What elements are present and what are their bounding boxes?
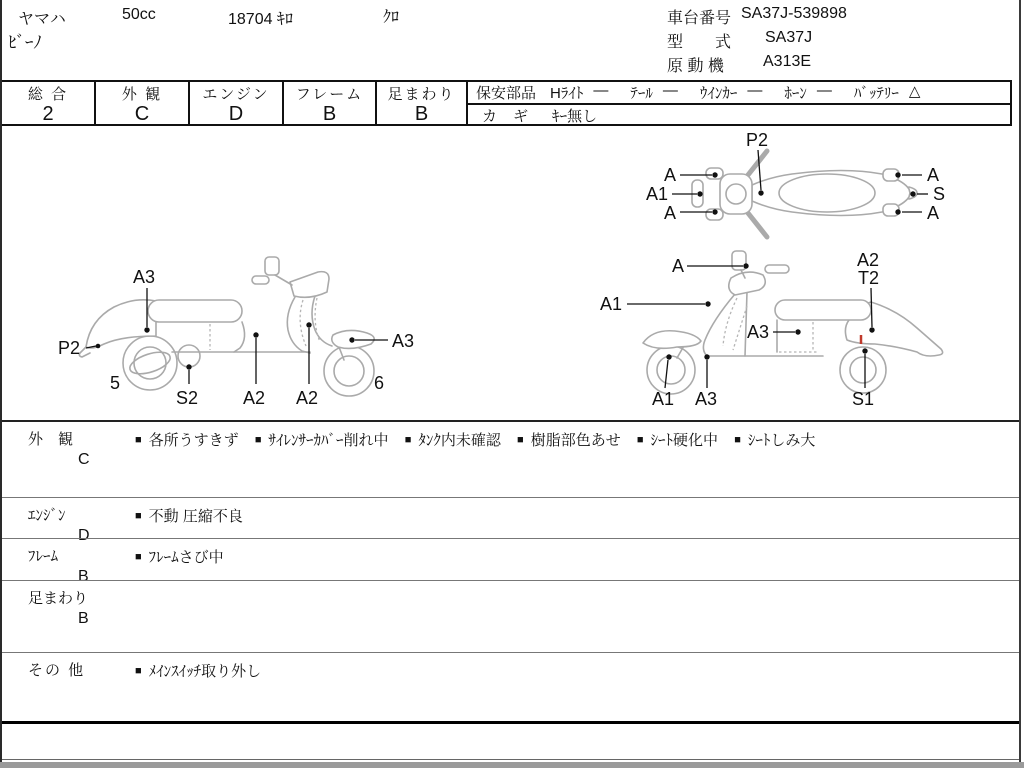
bullet-icon: ■	[135, 551, 142, 563]
model-name: ﾋﾞｰﾉ	[8, 33, 42, 52]
grade-engine-value: D	[228, 103, 244, 125]
key-row	[468, 105, 1010, 126]
top-view-label-a-rear-top: A	[927, 165, 940, 185]
note-undercarriage-label: 足まわり	[28, 590, 89, 607]
bullet-icon: ■	[517, 434, 524, 446]
safety-item-battery	[854, 82, 921, 103]
engine-code-value: A313E	[763, 53, 812, 70]
safety-taillight-label: ﾃｰﾙ	[630, 85, 653, 102]
note-comment: ｼｰﾄ硬化中	[650, 432, 719, 449]
note-engine-label: ｴﾝｼﾞﾝ	[28, 507, 66, 524]
bullet-icon: ■	[135, 434, 142, 446]
safety-parts-title: 保安部品	[476, 85, 537, 102]
key-label: カ ギ	[482, 108, 535, 125]
safety-taillight-status: ―	[662, 82, 678, 99]
model-code-value: SA37J	[765, 29, 813, 46]
mileage: 18704 ｷﾛ	[228, 11, 293, 28]
grade-cell-overall	[2, 82, 96, 124]
safety-horn-status: ―	[816, 82, 832, 99]
grade-cell-frame	[284, 82, 377, 124]
grade-strip	[2, 80, 1012, 126]
right-view-label-s1: S1	[852, 389, 875, 409]
bullet-icon: ■	[254, 434, 262, 446]
safety-battery-label: ﾊﾞｯﾃﾘｰ	[853, 85, 899, 102]
right-view-label-a1-wheel: A1	[652, 389, 675, 409]
top-view-label-p2: P2	[746, 130, 769, 150]
note-comment: ﾀﾝｸ内未確認	[418, 432, 501, 449]
displacement: 50cc	[122, 6, 156, 23]
top-view-label-a-rear-bottom: A	[927, 203, 940, 223]
right-view-label-a2-rear: A2	[857, 250, 880, 270]
safety-horn-label: ﾎｰﾝ	[784, 85, 807, 102]
safety-parts-box	[468, 82, 1012, 124]
note-row-other	[2, 652, 1019, 721]
note-comment: ｼｰﾄしみ大	[747, 432, 816, 449]
note-row-engine	[2, 497, 1019, 544]
grade-overall-value: 2	[42, 103, 54, 125]
bullet-icon: ■	[636, 434, 644, 446]
note-frame-comments	[135, 546, 1019, 571]
note-comment: ﾌﾚｰﾑさび中	[148, 549, 224, 566]
scooter-top-view-diagram	[640, 130, 960, 245]
maker-name: ヤマハ	[18, 11, 66, 28]
note-undercarriage-grade: B	[78, 610, 89, 627]
safety-item-horn	[784, 82, 832, 103]
grade-engine-label: エンジン	[202, 86, 270, 103]
note-frame-label: ﾌﾚｰﾑ	[28, 548, 59, 565]
note-other-label: その 他	[28, 662, 86, 679]
safety-winker-label: ｳｲﾝｶｰ	[699, 85, 738, 102]
bullet-icon: ■	[734, 434, 741, 446]
scooter-right-view-outline	[643, 251, 943, 394]
note-comment: ﾒｲﾝｽｲｯﾁ取り外し	[148, 663, 262, 680]
top-view-label-s-rear: S	[933, 184, 946, 204]
left-view-label-s2: S2	[176, 388, 199, 408]
right-view-label-t2-rear: T2	[858, 268, 880, 288]
note-row-frame	[2, 538, 1019, 585]
note-exterior-label: 外 観	[28, 431, 74, 448]
scooter-left-view-outline	[79, 257, 374, 396]
right-view-label-a-mirror: A	[672, 256, 685, 276]
note-engine-comments	[135, 505, 1019, 530]
left-view-label-a2-front: A2	[296, 388, 319, 408]
right-view-label-a3-floor: A3	[695, 389, 718, 409]
right-view-label-a3-body: A3	[747, 322, 770, 342]
bullet-icon: ■	[135, 510, 142, 522]
note-frame-grade: B	[78, 568, 89, 585]
note-engine-grade: D	[78, 527, 90, 544]
sheet-right-border	[1019, 0, 1021, 762]
safety-headlight-label: Hﾗｲﾄ	[550, 85, 584, 102]
note-comment: 各所うすきず	[148, 432, 239, 449]
left-view-label-a3-rear: A3	[133, 267, 156, 287]
grade-exterior-label: 外 観	[121, 86, 163, 103]
note-exterior-grade: C	[78, 451, 90, 468]
engine-code-label: 原 動 機	[667, 58, 724, 75]
model-code-label: 型 式	[667, 34, 732, 51]
chassis-number-value: SA37J-539898	[741, 5, 847, 22]
note-comment: 樹脂部色あせ	[530, 432, 621, 449]
scooter-top-view-outline	[692, 151, 917, 237]
grade-cell-engine	[190, 82, 284, 124]
left-view-label-6: 6	[374, 373, 385, 393]
note-other-comments	[135, 660, 1019, 685]
grade-overall-label: 総 合	[27, 86, 69, 103]
right-view-label-a1-shield: A1	[600, 294, 623, 314]
safety-winker-status: ―	[747, 82, 763, 99]
safety-item-taillight	[630, 82, 678, 103]
grade-cell-undercarriage	[377, 82, 468, 124]
safety-item-headlight	[550, 82, 608, 103]
scooter-right-view-diagram	[595, 248, 995, 413]
grade-frame-label: フレーム	[295, 86, 364, 103]
safety-parts-row	[468, 82, 1010, 105]
note-row-empty	[2, 721, 1019, 760]
bullet-icon: ■	[135, 665, 142, 677]
sheet-left-border	[0, 0, 2, 762]
top-view-label-a1-front: A1	[646, 184, 669, 204]
left-view-label-p2: P2	[58, 338, 81, 358]
grade-frame-value: B	[322, 103, 337, 125]
safety-headlight-status: ―	[593, 82, 609, 99]
grade-undercarriage-label: 足まわり	[387, 86, 456, 103]
note-comment: 不動 圧縮不良	[148, 508, 243, 525]
grade-cell-exterior	[96, 82, 190, 124]
note-row-exterior	[2, 420, 1019, 497]
bullet-icon: ■	[404, 434, 412, 446]
left-view-label-a2-mid: A2	[243, 388, 266, 408]
note-comment: ｻｲﾚﾝｻｰｶﾊﾞｰ削れ中	[268, 432, 389, 449]
left-view-label-5: 5	[110, 373, 121, 393]
scooter-left-view-diagram	[52, 252, 462, 417]
chassis-number-label: 車台番号	[667, 10, 732, 27]
grade-exterior-value: C	[134, 103, 150, 125]
left-view-label-a3-front: A3	[392, 331, 415, 351]
note-row-undercarriage	[2, 580, 1019, 652]
top-view-label-a-front-top: A	[664, 165, 677, 185]
scan-edge-strip	[0, 762, 1024, 768]
top-view-label-a-front-bottom: A	[664, 203, 677, 223]
note-exterior-comments	[135, 429, 1019, 454]
grade-undercarriage-value: B	[414, 103, 429, 125]
key-status: ｷｰ無し	[552, 108, 598, 125]
safety-item-winker	[700, 82, 763, 103]
body-color: ｸﾛ	[383, 9, 400, 26]
safety-battery-status: △	[908, 83, 921, 100]
